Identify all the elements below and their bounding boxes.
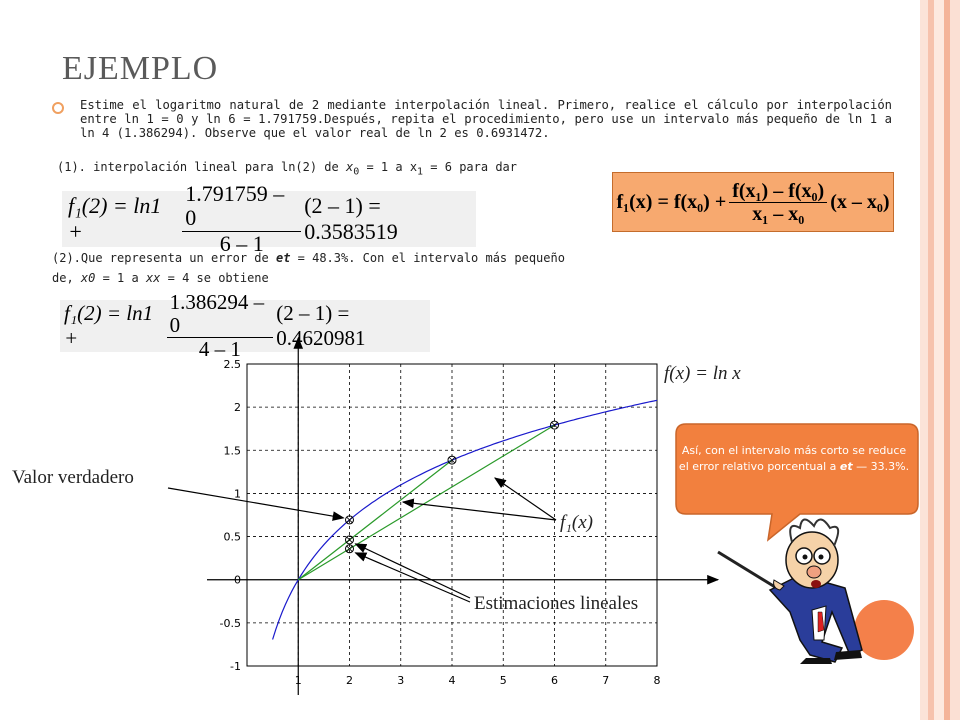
f1-first-lhs: f₁(2) = ln1 + [68,193,162,244]
step1-mid: = 1 a x [359,160,418,174]
x-tick-label: 5 [499,674,507,687]
axes [207,338,718,695]
y-tick-label: 1.5 [223,444,241,458]
true-value-label: Valor verdadero [12,467,134,488]
interpolation-line-1 [298,425,554,580]
x-tick-label: 8 [653,674,661,687]
slide-title: EJEMPLO [62,50,219,87]
y-tick-label: -0.5 [219,616,241,630]
step2-l2-prefix: de, [52,271,81,285]
callout-suffix: — 33.3%. [852,460,910,473]
f1-second-lhs: f₁(2) = ln1 + [64,301,154,350]
step1-x1-sub: 1 [417,166,424,178]
step1-x0-sub: 0 [353,166,360,178]
y-tick-label: 1 [234,487,241,501]
speech-bubble [676,424,918,540]
fx-label: f(x) = ln x [664,363,741,384]
step1-prefix: (1). interpolación lineal para ln(2) de [57,160,346,174]
y-tick-label: -1 [230,660,241,673]
x-tick-label: 6 [551,674,558,687]
f1-first-num: 1.791759 – 0 [182,182,301,231]
x-tick-label: 7 [602,674,610,687]
general-num: f(x₁) – f(x₀) [729,180,827,203]
f1-first-rhs: (2 – 1) = 0.3583519 [304,193,398,244]
x-tick-label: 1 [294,674,302,687]
callout-et: et [839,460,853,473]
x-tick-label: 2 [346,674,353,687]
arrow-estimate-1 [356,544,471,598]
y-tick-label: 2.5 [223,358,241,371]
step2-l2-suffix: = 4 se obtiene [160,271,269,285]
step1-suffix: = 6 para dar [423,160,517,174]
x-tick-label: 4 [448,674,456,687]
step2-l2-mid: = 1 a [95,271,146,285]
y-tick-label: 0 [234,573,241,587]
f1x-label: f₁(x) [560,512,593,533]
callout-prefix: Así, con el intervalo más corto se reduce el error relativo porcentual a [678,444,907,473]
general-den: x₁ – x₀ [752,202,805,225]
step2-l1-suffix: = 48.3%. Con el intervalo más pequeño [290,251,565,265]
x-tick-label: 3 [397,674,405,687]
step2-et: et [275,251,291,265]
general-lhs: f₁(x) = f(x₀) + [616,190,727,213]
y-tick-label: 0.5 [223,530,241,544]
problem-statement: Estime el logaritmo natural de 2 mediante interpolación lineal. Primero, realice el cálculo por interpolación entre ln 1 = 0 y ln 6 = 1.791759.Después, repita el procedimiento, pero use un intervalo más pequeño de ln 1 a ln 4 (1.386294). Observe que el valor real de ln 2 es 0.6931472. [80,98,892,140]
decorative-circle [854,600,914,660]
f1-first-den: 6 – 1 [219,230,264,256]
callout-text [678,443,910,475]
professor-illustration [718,519,862,664]
general-rhs: (x – x₀) [830,190,890,213]
f1-second-den: 4 – 1 [198,337,241,362]
grid [247,364,657,666]
step2-xx: xx [145,271,161,285]
linear-estimates-label: Estimaciones lineales [474,593,639,614]
arrow-estimate-2 [356,553,471,602]
y-tick-label: 2 [234,401,241,415]
arrow-true-value [168,488,344,518]
step2-x0: x0 [80,271,96,285]
f1-second-num: 1.386294 – 0 [167,291,274,338]
f1-second-rhs: (2 – 1) = 0.4620981 [276,301,366,350]
step1-x0: x [345,160,354,174]
step2-l1-prefix: (2).Que representa un error de [52,251,276,265]
